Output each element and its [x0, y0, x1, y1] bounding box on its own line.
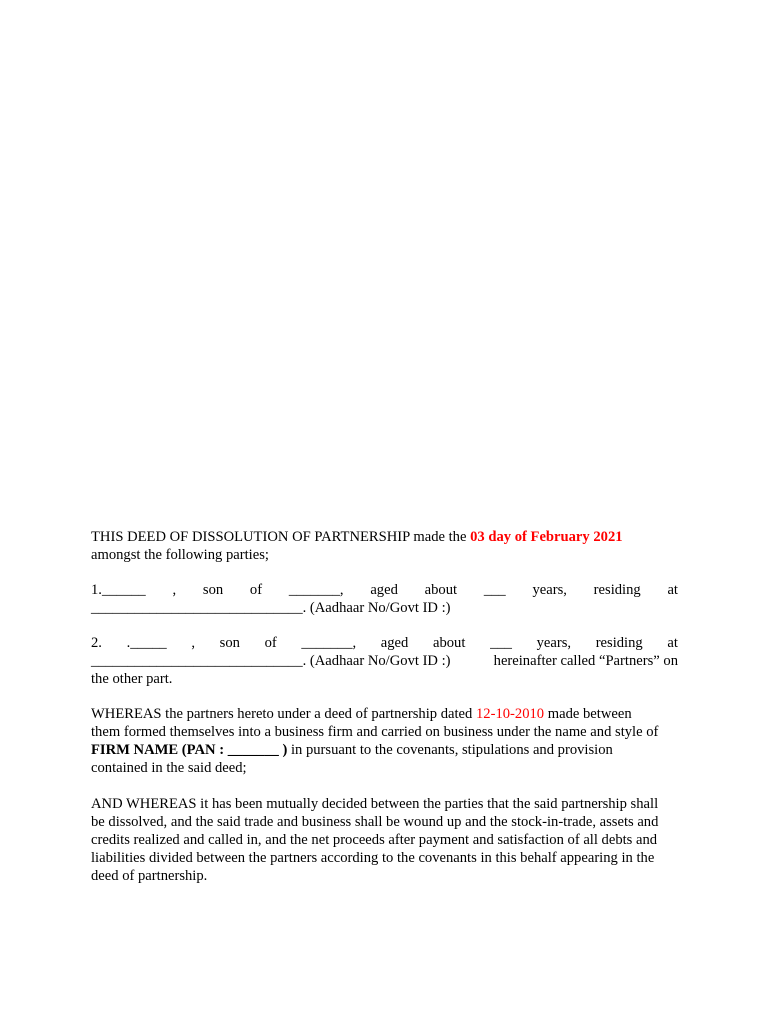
party-1-line-2: _____________________________. (Aadhaar No/Govt ID :) — [91, 600, 451, 616]
whereas-paragraph — [91, 705, 678, 777]
party-2-line-2 — [91, 652, 678, 670]
party-1-word: , — [172, 582, 177, 598]
party-2-word: 2. — [91, 635, 102, 651]
party-2-word: years, — [536, 635, 572, 651]
deed-body — [91, 528, 678, 885]
party-1-word: son — [202, 582, 224, 598]
party-2-word: about — [432, 635, 466, 651]
party-1-word: years, — [532, 582, 567, 598]
whereas-line-1 — [91, 705, 678, 723]
party-1-word: ___ — [483, 582, 506, 598]
and-whereas-line: credits realized and called in, and the net proceeds after payment and satisfaction of all debts and — [91, 832, 658, 848]
party-2-paragraph — [91, 634, 678, 688]
party-1-paragraph — [91, 581, 678, 617]
and-whereas-paragraph — [91, 795, 678, 885]
whereas-line-2: them formed themselves into a business firm and carried on business under the name and style of — [91, 724, 659, 740]
party-2-word: , — [191, 635, 196, 651]
and-whereas-line: liabilities divided between the partners according to the covenants in this behalf appearing in the — [91, 850, 655, 866]
party-2-line-3: the other part. — [91, 671, 173, 687]
partnership-date: 12-10-2010 — [475, 706, 545, 722]
party-1-word: aged — [370, 582, 398, 598]
party-2-word: ___ — [490, 635, 512, 651]
intro-paragraph — [91, 528, 678, 564]
whereas-text-after: made between — [547, 706, 632, 722]
intro-text: THIS DEED OF DISSOLUTION OF PARTNERSHIP made the — [91, 529, 467, 545]
whereas-text: WHEREAS the partners hereto under a deed of partnership dated — [91, 706, 473, 722]
party-1-word: residing — [593, 582, 641, 598]
party-1-word: _______, — [288, 582, 344, 598]
party-2-word: son — [219, 635, 240, 651]
party-1-word: about — [424, 582, 458, 598]
party-1-word: of — [249, 582, 263, 598]
party-2-word: ._____ — [126, 635, 167, 651]
whereas-line-3-rest: in pursuant to the covenants, stipulations and provision — [290, 742, 613, 758]
party-2-word: of — [264, 635, 277, 651]
and-whereas-line: be dissolved, and the said trade and business shall be wound up and the stock-in-trade, assets and — [91, 814, 659, 830]
whereas-line-3 — [91, 741, 678, 759]
and-whereas-line: AND WHEREAS it has been mutually decided between the parties that the said partnership shall — [91, 796, 659, 812]
party-2-hereinafter: hereinafter called “Partners” on — [493, 653, 678, 669]
whereas-line-4: contained in the said deed; — [91, 760, 247, 776]
deed-date: 03 day of February 2021 — [470, 529, 623, 545]
and-whereas-line: deed of partnership. — [91, 868, 208, 884]
firm-name: FIRM NAME (PAN : _______ ) — [91, 742, 288, 758]
party-1-word: 1.______ — [91, 582, 146, 598]
party-2-address: _____________________________. (Aadhaar No/Govt ID :) — [91, 653, 451, 669]
party-2-line-1 — [91, 634, 678, 652]
party-2-word: at — [667, 635, 678, 651]
party-1-word: at — [667, 582, 678, 598]
intro-text-after: amongst the following parties; — [91, 547, 269, 563]
party-2-word: residing — [595, 635, 643, 651]
party-1-line-1 — [91, 581, 678, 599]
party-2-word: _______, — [301, 635, 357, 651]
party-2-word: aged — [380, 635, 409, 651]
